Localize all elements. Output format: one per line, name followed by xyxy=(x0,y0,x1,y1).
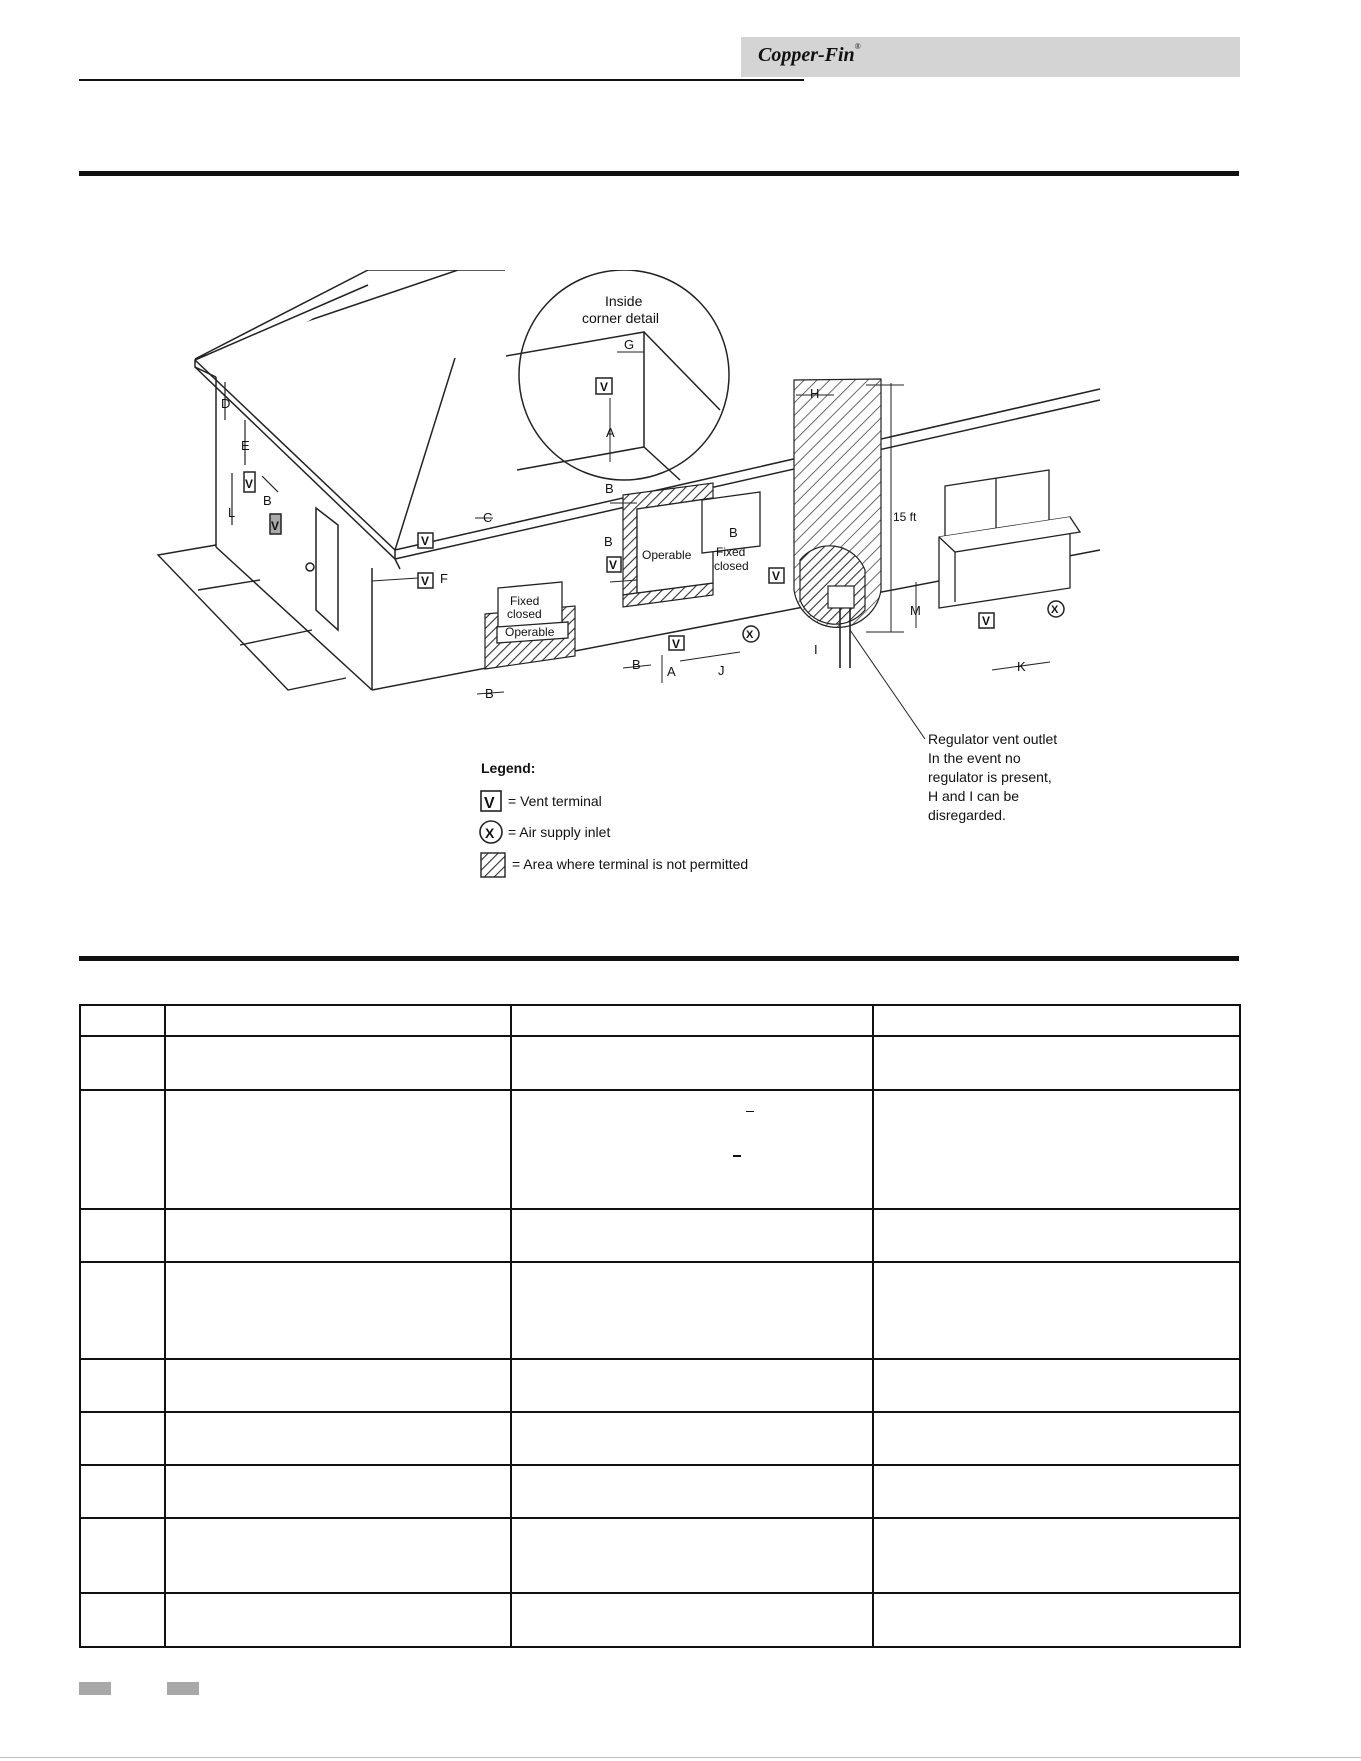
label-h: H xyxy=(810,386,820,401)
label-b-center-right: B xyxy=(729,525,738,540)
vent-clearance-figure xyxy=(150,270,1130,890)
table-row xyxy=(80,1036,1240,1090)
fraction-bar xyxy=(746,1111,754,1112)
label-m: M xyxy=(910,603,921,618)
label-b-center-left: B xyxy=(604,534,613,549)
svg-text:V: V xyxy=(772,569,781,583)
vent-terminal-icon xyxy=(596,378,612,394)
header-rule xyxy=(79,79,804,81)
svg-text:V: V xyxy=(982,614,991,628)
legend-air-supply-inlet: = Air supply inlet xyxy=(508,824,611,840)
vent-terminal-icon xyxy=(244,472,255,492)
vent-terminal-icon xyxy=(607,557,621,572)
table-row xyxy=(80,1209,1240,1262)
label-operable-1: Operable xyxy=(505,625,555,639)
svg-text:V: V xyxy=(421,574,430,588)
height-note: 15 ft xyxy=(893,510,917,524)
label-fixed-closed-1a: Fixed xyxy=(510,594,540,608)
svg-text:X: X xyxy=(1051,604,1059,616)
table-row xyxy=(80,1005,1240,1036)
svg-text:V: V xyxy=(600,380,609,394)
svg-text:X: X xyxy=(485,825,495,841)
vent-terminal-icon xyxy=(979,613,994,628)
regulator-callout-leader xyxy=(850,630,925,739)
table-row xyxy=(80,1359,1240,1412)
regulator-note-line4: H and I can be xyxy=(928,788,1020,804)
svg-text:V: V xyxy=(245,477,254,491)
bottom-edge-rule xyxy=(0,1757,1361,1758)
window-left-dimensions xyxy=(372,518,504,694)
inset-title-line1: Inside xyxy=(605,293,643,309)
table-row xyxy=(80,1262,1240,1359)
label-operable-2: Operable xyxy=(642,548,692,562)
svg-text:V: V xyxy=(271,519,280,533)
table-row xyxy=(80,1465,1240,1518)
legend-title: Legend: xyxy=(481,760,536,776)
svg-text:V: V xyxy=(672,637,681,651)
label-i: I xyxy=(814,642,818,657)
vent-terminal-icon xyxy=(669,636,684,651)
label-l: L xyxy=(228,505,236,520)
label-k: K xyxy=(1017,659,1026,674)
air-supply-inlet-icon xyxy=(743,626,759,642)
label-g: G xyxy=(624,337,635,352)
air-supply-inlet-icon xyxy=(1048,601,1064,617)
label-b-center-top: B xyxy=(605,481,614,496)
brand-bar xyxy=(741,37,1240,77)
label-d: D xyxy=(221,396,231,411)
section-divider-bottom xyxy=(79,956,1239,961)
label-e: E xyxy=(241,438,250,453)
regulator-note-line5: disregarded. xyxy=(928,807,1006,823)
table-row xyxy=(80,1412,1240,1465)
brand-title: Copper-Fin® xyxy=(758,42,861,66)
vent-terminal-icon xyxy=(418,533,433,548)
footer-page-marker xyxy=(167,1682,199,1695)
svg-text:V: V xyxy=(609,558,618,572)
legend-air-supply-inlet-icon xyxy=(480,821,502,843)
svg-text:V: V xyxy=(484,795,495,812)
svg-text:X: X xyxy=(746,629,754,641)
vent-terminal-icon xyxy=(418,573,433,588)
legend-vent-terminal-icon xyxy=(481,791,501,812)
label-b-bottom: B xyxy=(485,686,494,701)
window-right-with-planter xyxy=(939,470,1080,608)
table-row xyxy=(80,1593,1240,1647)
label-fixed-closed-1b: closed xyxy=(507,607,542,621)
vent-terminal-icon xyxy=(270,514,281,534)
label-b-center-bottom: B xyxy=(632,657,641,672)
section-divider-top xyxy=(79,171,1239,176)
regulator-note-line2: In the event no xyxy=(928,750,1021,766)
label-c: C xyxy=(483,510,493,525)
table-row xyxy=(80,1518,1240,1593)
ground-slabs xyxy=(158,545,346,690)
footer-page-marker xyxy=(79,1682,111,1695)
label-b-left: B xyxy=(263,493,272,508)
vent-terminal-icon xyxy=(769,568,784,583)
regulator-note-line3: regulator is present, xyxy=(928,769,1052,785)
regulator-zone xyxy=(794,379,881,668)
fraction-bar xyxy=(733,1155,741,1157)
legend-not-permitted: = Area where terminal is not permitted xyxy=(512,856,749,872)
table-row xyxy=(80,1090,1240,1209)
regulator-note-line1: Regulator vent outlet xyxy=(928,731,1058,747)
label-a: A xyxy=(667,664,676,679)
label-a-inset: A xyxy=(606,425,615,440)
svg-text:V: V xyxy=(421,534,430,548)
legend-vent-terminal: = Vent terminal xyxy=(508,793,602,809)
legend-not-permitted-swatch xyxy=(481,853,505,877)
label-f: F xyxy=(440,571,448,586)
label-fixed-closed-2b: closed xyxy=(714,559,749,573)
label-fixed-closed-2a: Fixed xyxy=(716,545,746,559)
clearance-table xyxy=(79,1004,1239,1648)
label-j: J xyxy=(718,663,725,678)
inset-title-line2: corner detail xyxy=(582,310,660,326)
